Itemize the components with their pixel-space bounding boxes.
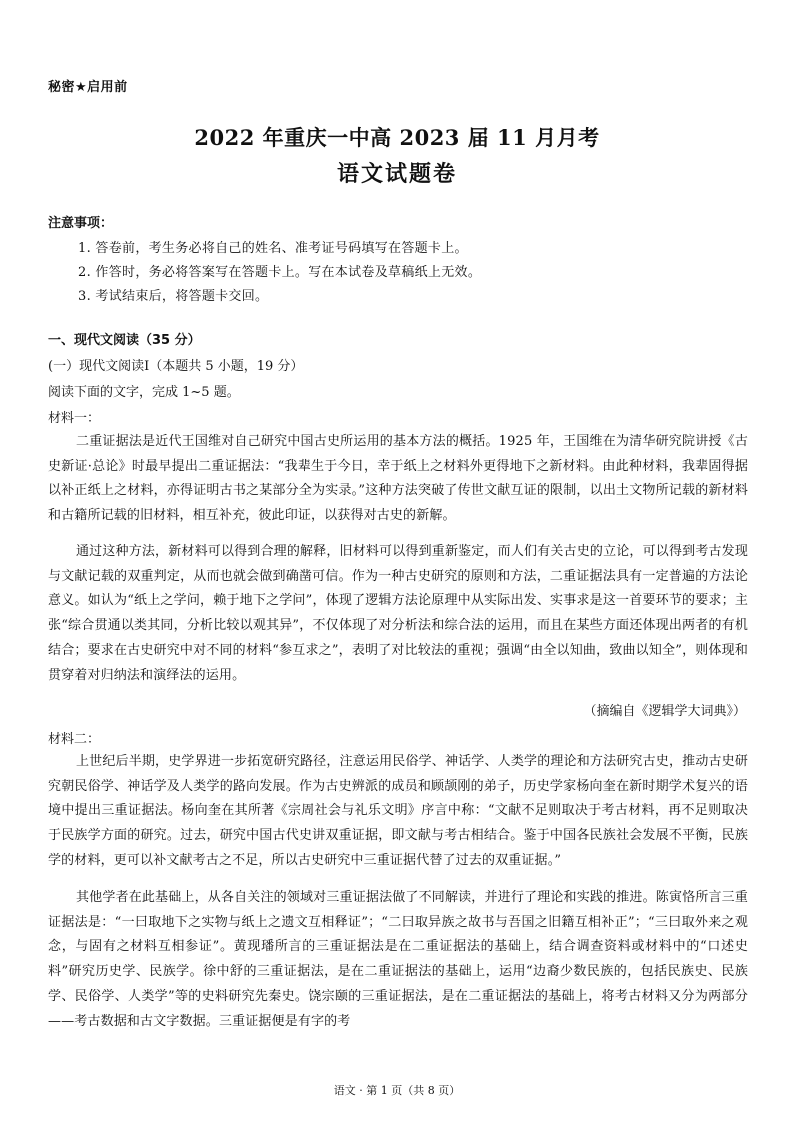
reading-instruction: 阅读下面的文字，完成 1~5 题。 [48, 385, 240, 400]
notice-item: 2. 作答时，务必将答案写在答题卡上。写在本试卷及草稿纸上无效。 [78, 265, 482, 280]
page-footer: 语文 · 第 1 页（共 8 页） [333, 1084, 461, 1097]
confidential-label: 秘密★启用前 [48, 80, 128, 95]
material-1-label: 材料一： [48, 411, 101, 426]
material-2-paragraph-2: 其他学者在此基础上，从各自关注的领域对三重证据法做了不同解读，并进行了理论和实践的推进。陈寅恪所言三重证据法是：“一曰取地下之实物与纸上之遗文互相释证”；“二曰取异族之故书与吾国之旧籍互相补正”；“三曰取外来之观念，与固有之材料互相参证”。黄现璠所言的三重证据法是在二重证据法的基础上，结合调查资料或材料中的“口述史料”研究历史学、民族学。徐中舒的三重证据法，是在二重证据法的基础上，运用“边裔少数民族的，包括民族史、民族学、民俗学、人类学”等的史料研究先秦史。饶宗颐的三重证据法，是在二重证据法的基础上，将考古材料又分为两部分——考古数据和古文字数据。三重证据便是有字的考 [48, 890, 748, 1029]
exam-title: 2022 年重庆一中高 2023 届 11 月月考 [194, 125, 600, 150]
material-1-paragraph-1: 二重证据法是近代王国维对自己研究中国古史所运用的基本方法的概括。1925 年，王国维在为清华研究院讲授《古史新证·总论》时最早提出二重证据法：“我辈生于今日，幸于纸上之材料外更得地下之新材料。由此种材料，我辈固得据以补正纸上之材料，亦得证明古书之某部分全为实录。”这种方法突破了传世文献互证的限制，以出土文物所记载的新材料和古籍所记载的旧材料，相互补充，彼此印证，以获得对古史的新解。 [48, 434, 748, 524]
material-1-source: （摘编自《逻辑学大词典》） [583, 704, 746, 719]
exam-subtitle: 语文试题卷 [336, 161, 457, 187]
material-2-label: 材料二： [48, 732, 101, 747]
notice-item: 1. 答卷前，考生务必将自己的姓名、准考证号码填写在答题卡上。 [78, 241, 468, 256]
material-2-paragraph-1: 上世纪后半期，史学界进一步拓宽研究路径，注意运用民俗学、神话学、人类学的理论和方法研究古史，推动古史研究朝民俗学、神话学及人类学的路向发展。作为古史辨派的成员和顾颉刚的弟子，历史学家杨向奎在新时期学术复兴的语境中提出三重证据法。杨向奎在其所著《宗周社会与礼乐文明》序言中称：“文献不足则取决于考古材料，再不足则取决于民族学方面的研究。过去，研究中国古代史讲双重证据，即文献与考古相结合。鉴于中国各民族社会发展不平衡，民族学的材料，更可以补文献考古之不足，所以古史研究中三重证据代替了过去的双重证据。” [48, 754, 748, 868]
subsection-heading: (一）现代文阅读Ⅰ（本题共 5 小题，19 分） [48, 359, 304, 374]
notice-heading: 注意事项： [48, 216, 114, 231]
notice-item: 3. 考试结束后，将答题卡交回。 [78, 289, 269, 304]
section-heading: 一、现代文阅读（35 分） [48, 333, 201, 348]
material-1-paragraph-2: 通过这种方法，新材料可以得到合理的解释，旧材料可以得到重新鉴定，而人们有关古史的立论，可以得到考古发现与文献记载的双重判定，从而也就会做到确凿可信。作为一种古史研究的原则和方法，二重证据法具有一定普遍的方法论意义。如认为“纸上之学问，赖于地下之学问”，体现了逻辑方法论原理中从实际出发、实事求是这一首要环节的要求；主张“综合贯通以类其同，分析比较以观其异”，不仅体现了对分析法和综合法的运用，而且在某些方面还体现出两者的有机结合；要求在古史研究中对不同的材料“参互求之”，表明了对比较法的重视；强调“由全以知曲，致曲以知全”，则体现和贯穿着对归纳法和演绎法的运用。 [48, 544, 748, 683]
